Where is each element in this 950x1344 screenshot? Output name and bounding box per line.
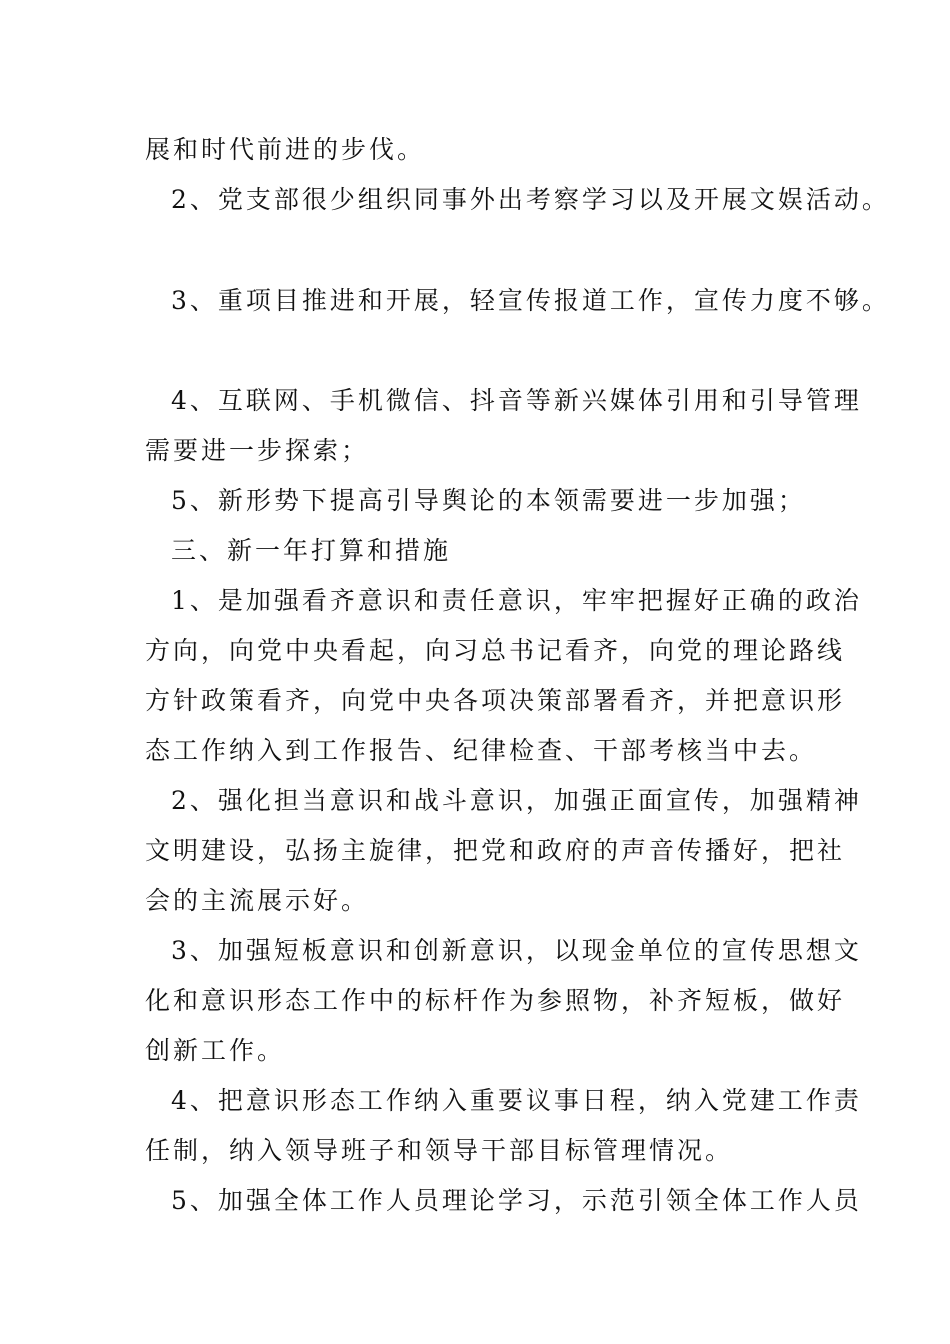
paragraph-line: 文明建设，弘扬主旋律，把党和政府的声音传播好，把社 [145, 836, 846, 865]
section-heading: 三、新一年打算和措施 [171, 536, 452, 565]
paragraph-line: 展和时代前进的步伐。 [145, 135, 426, 164]
paragraph-line: 方针政策看齐，向党中央各项决策部署看齐，并把意识形 [145, 686, 846, 715]
paragraph-line: 4、把意识形态工作纳入重要议事日程，纳入党建工作责 [171, 1086, 862, 1115]
paragraph-line: 需要进一步探索； [145, 436, 370, 465]
paragraph-line: 3、重项目推进和开展，轻宣传报道工作，宣传力度不够。 [171, 286, 890, 315]
paragraph-line: 任制，纳入领导班子和领导干部目标管理情况。 [145, 1136, 734, 1165]
paragraph-line: 化和意识形态工作中的标杆作为参照物，补齐短板，做好 [145, 986, 846, 1015]
paragraph-line: 2、党支部很少组织同事外出考察学习以及开展文娱活动。 [171, 185, 890, 214]
paragraph-line: 5、新形势下提高引导舆论的本领需要进一步加强； [171, 486, 806, 515]
paragraph-line: 3、加强短板意识和创新意识，以现金单位的宣传思想文 [171, 936, 862, 965]
paragraph-line: 态工作纳入到工作报告、纪律检查、干部考核当中去。 [145, 736, 818, 765]
paragraph-line: 5、加强全体工作人员理论学习，示范引领全体工作人员 [171, 1186, 862, 1215]
paragraph-line: 4、互联网、手机微信、抖音等新兴媒体引用和引导管理 [171, 386, 862, 415]
paragraph-line: 创新工作。 [145, 1036, 286, 1065]
paragraph-line: 会的主流展示好。 [145, 886, 370, 915]
paragraph-line: 2、强化担当意识和战斗意识，加强正面宣传，加强精神 [171, 786, 862, 815]
paragraph-line: 1、是加强看齐意识和责任意识，牢牢把握好正确的政治 [171, 586, 862, 615]
paragraph-line: 方向，向党中央看起，向习总书记看齐，向党的理论路线 [145, 636, 846, 665]
